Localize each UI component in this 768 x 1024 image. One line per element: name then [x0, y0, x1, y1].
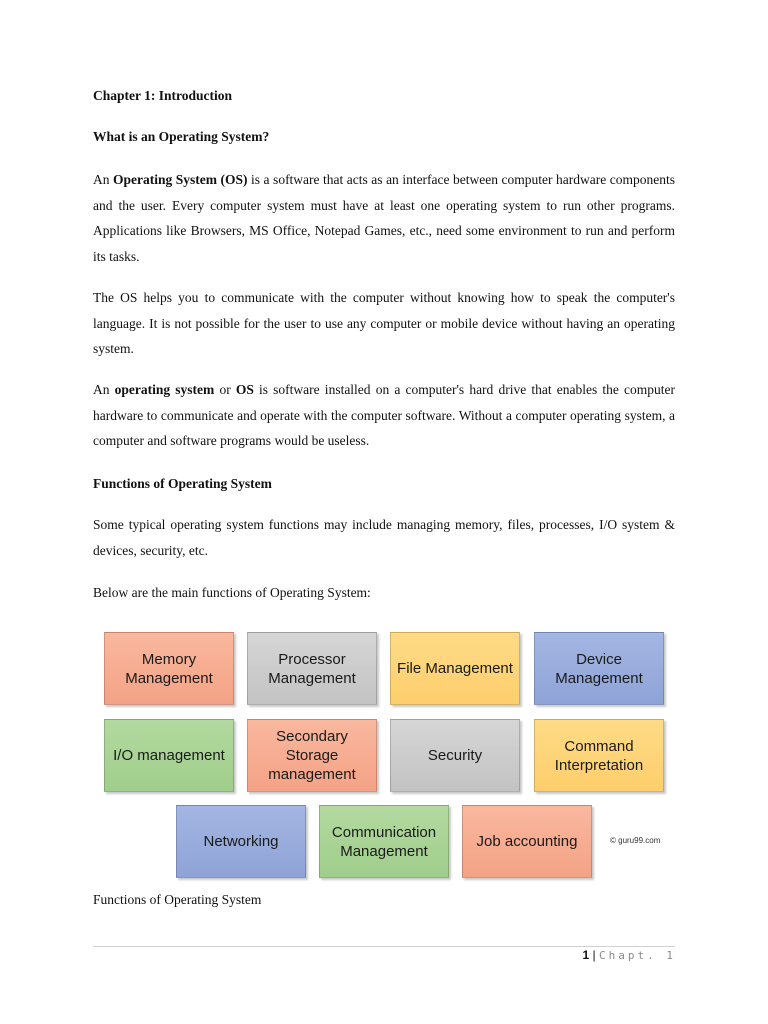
processor-management-box: Processor Management: [247, 632, 377, 705]
footer-chapter: Chapt. 1: [599, 949, 676, 962]
chapter-title: Chapter 1: Introduction: [93, 88, 233, 103]
io-management-box: I/O management: [104, 719, 234, 792]
command-interpretation-box: Command Interpretation: [534, 719, 664, 792]
footer-divider: [93, 946, 675, 947]
paragraph-main-functions-intro: Below are the main functions of Operating System:: [93, 585, 371, 600]
section-heading-what-is-os: What is an Operating System?: [93, 129, 270, 144]
secondary-storage-management-box: Secondary Storage management: [247, 719, 377, 792]
memory-management-box: Memory Management: [104, 632, 234, 705]
paragraph-os-communication: The OS helps you to communicate with the computer without knowing how to speak the computer's language. It is not possible for the user to use any computer or mobile device without having an operating system.: [93, 290, 675, 356]
paragraph-typical-functions: Some typical operating system functions may include managing memory, files, processes, I/O system & devices, security, etc.: [93, 517, 675, 558]
paragraph-os-installed: An operating system or OS is software installed on a computer's hard drive that enables the computer hardware to communicate and operate with the computer software. Without a computer operating system, a computer and software programs would be useless.: [93, 382, 675, 448]
paragraph-os-definition: An Operating System (OS) is a software that acts as an interface between computer hardware components and the user. Every computer system must have at least one operating system to run other programs. Applications like Browsers, MS Office, Notepad Games, etc., need some environment to run and perform its tasks.: [93, 172, 675, 264]
file-management-box: File Management: [390, 632, 520, 705]
job-accounting-box: Job accounting: [462, 805, 592, 878]
device-management-box: Device Management: [534, 632, 664, 705]
security-box: Security: [390, 719, 520, 792]
page-footer: [583, 948, 676, 962]
page-number: 1: [582, 948, 590, 962]
footer-separator: |: [592, 948, 596, 962]
section-heading-functions: Functions of Operating System: [93, 476, 272, 491]
networking-box: Networking: [176, 805, 306, 878]
diagram-credit: © guru99.com: [610, 836, 661, 845]
communication-management-box: Communication Management: [319, 805, 449, 878]
figure-caption: Functions of Operating System: [93, 892, 262, 907]
